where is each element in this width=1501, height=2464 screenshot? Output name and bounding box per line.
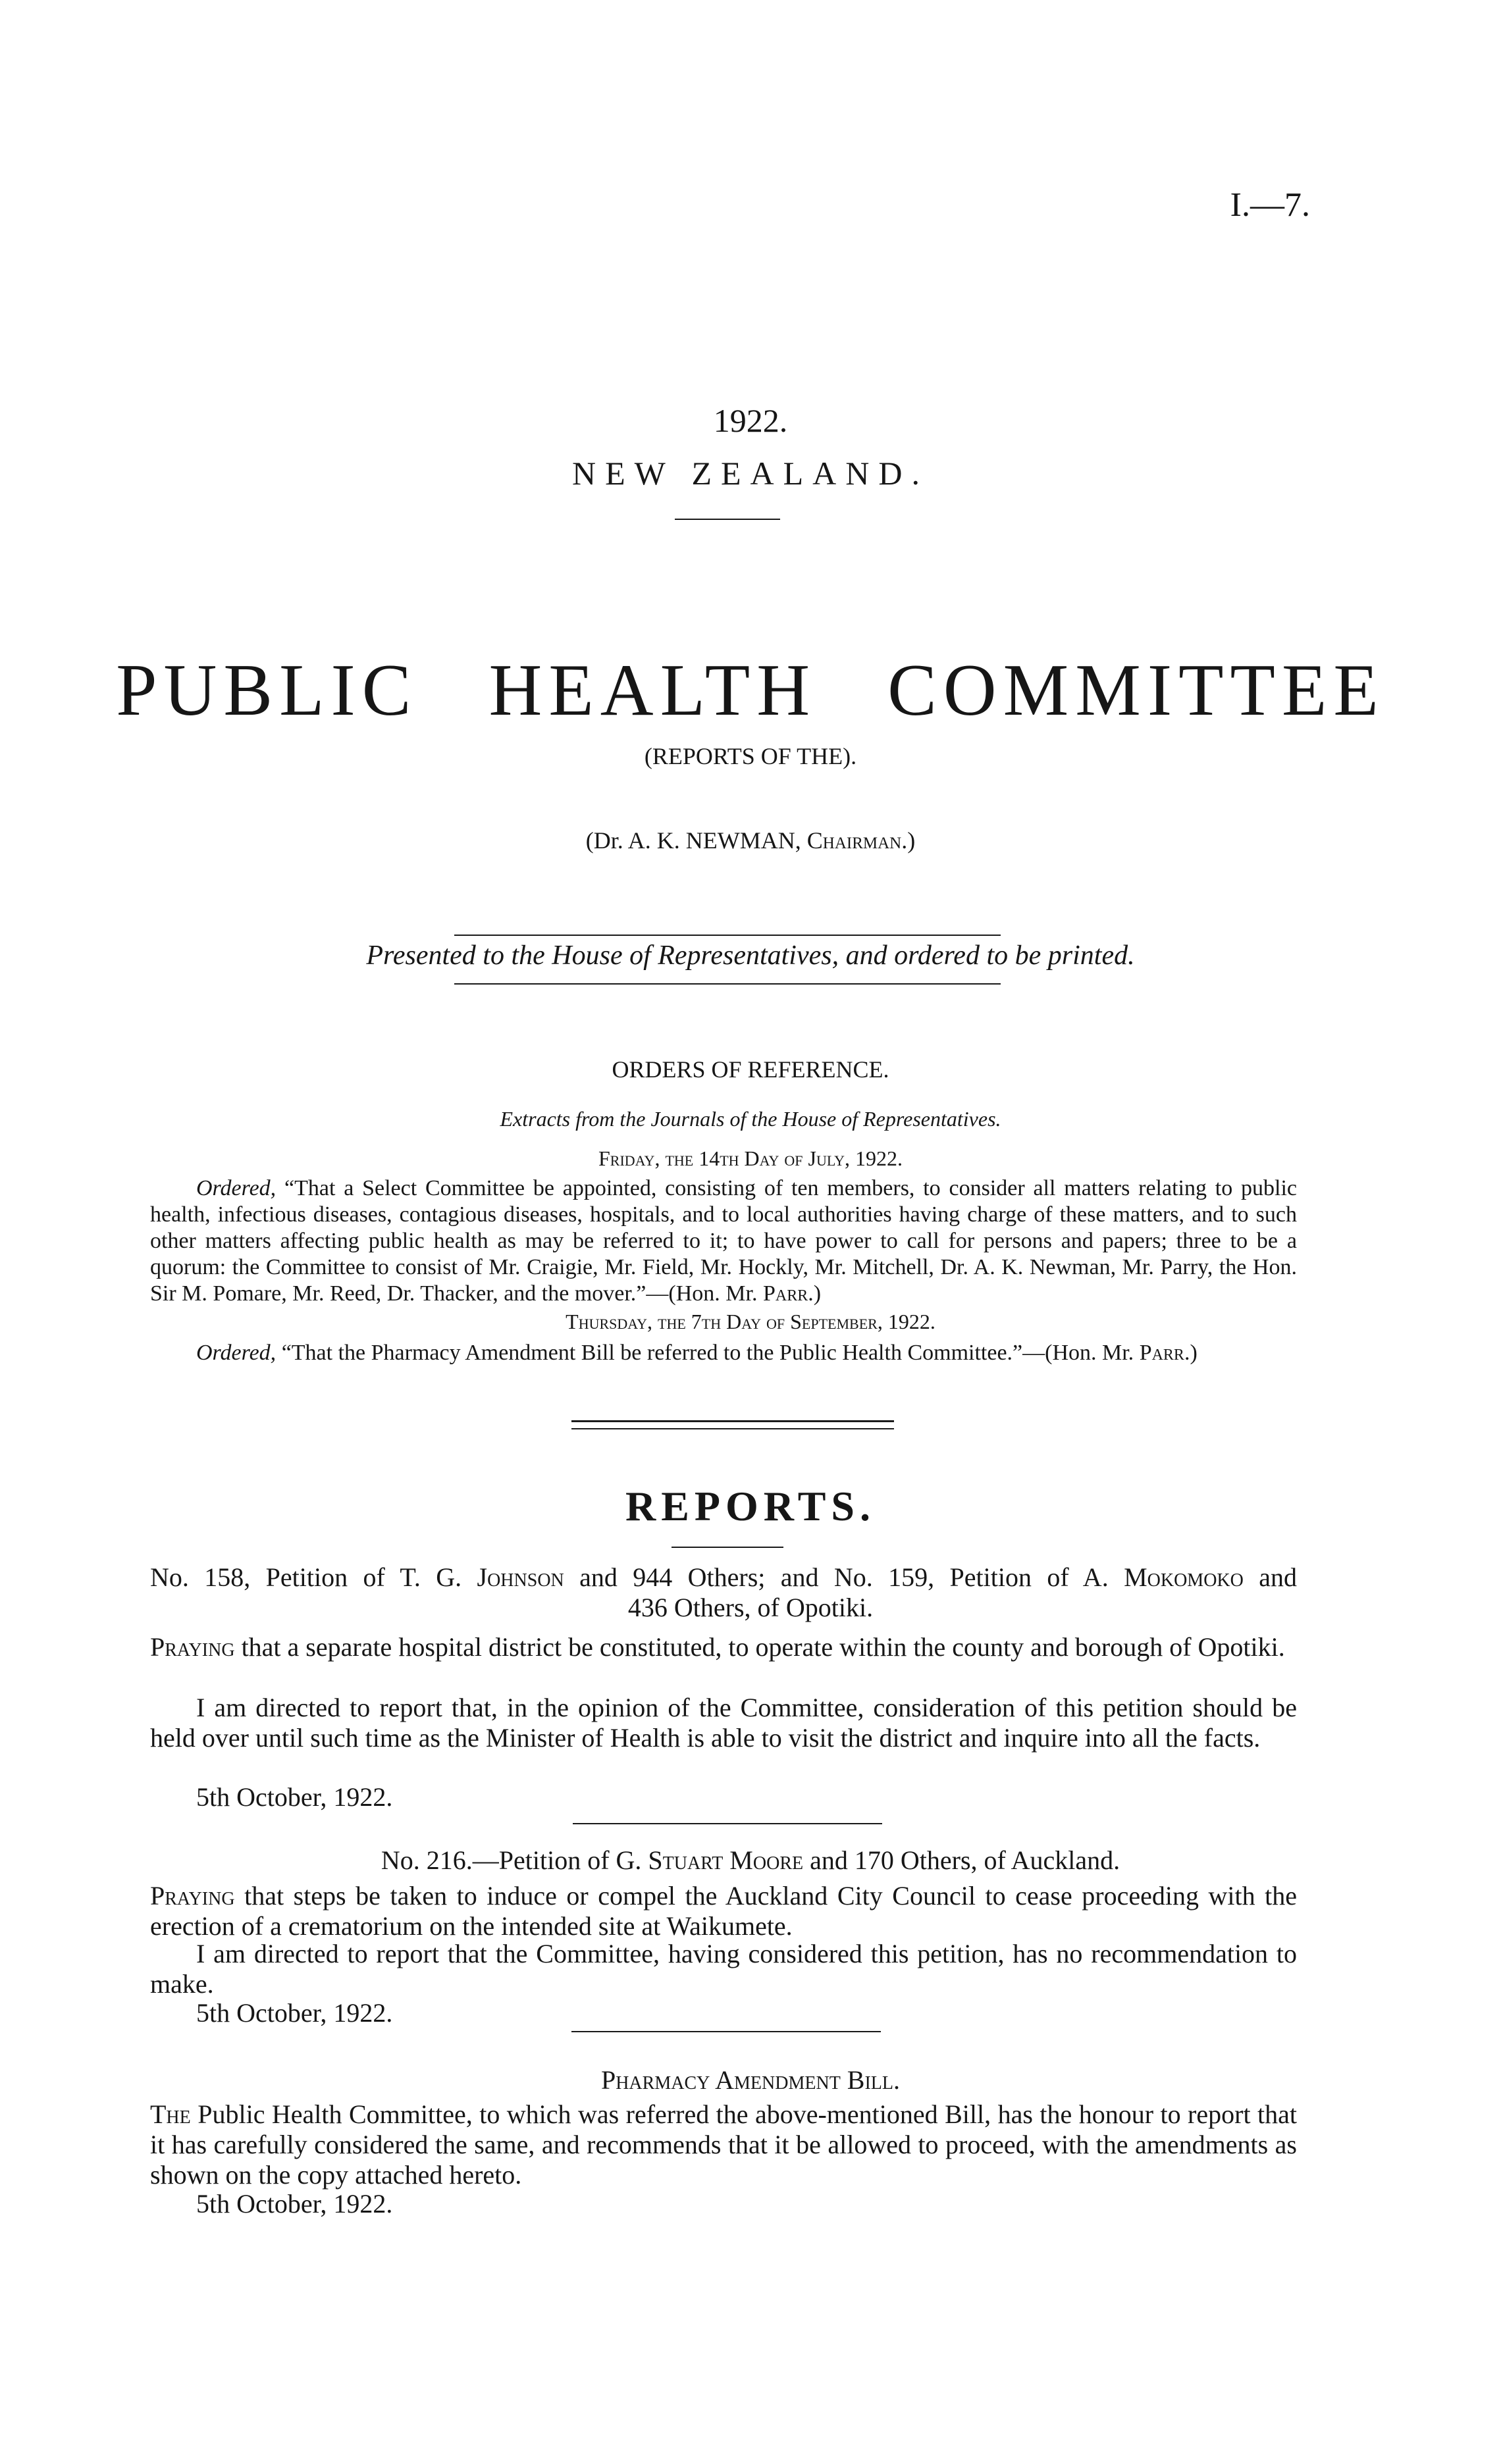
double-rule-top [571, 1420, 894, 1422]
orders-heading: ORDERS OF REFERENCE. [612, 1056, 889, 1083]
order-paragraph-1 [150, 1175, 1297, 1307]
chairman-role: Chairman [806, 827, 902, 854]
report-1-heading-cont: 436 Others, of Opotiki. [627, 1593, 874, 1622]
chairman-suffix: .) [901, 827, 916, 854]
report-1-text: I am directed to report that, in the opinion of the Committee, consideration of this petition should be held over until such time as the Minister of Health is able to visit the district and inquire into all the facts. [150, 1693, 1297, 1753]
report-2-heading: No. 216.—Petition of G. Stuart Moore and 170 Others, of Auckland. [381, 1845, 1120, 1875]
order-date-1: Friday, the 14th Day of July, 1922. [598, 1146, 903, 1170]
pharmacy-bill-heading: Pharmacy Amendment Bill. [600, 2065, 901, 2095]
report-1-date: 5th October, 1922. [196, 1782, 393, 1812]
ordered-label: Ordered, [196, 1341, 276, 1365]
report-1-praying: Praying that a separate hospital district be constituted, to operate within the county and borough of Opotiki. [150, 1632, 1285, 1662]
pharmacy-bill-date: 5th October, 1922. [196, 2189, 393, 2219]
order-paragraph-2 [150, 1340, 1297, 1366]
divider [454, 935, 1001, 936]
report-2-praying: Praying that steps be taken to induce or compel the Auckland City Council to cease proceeding with the erection of a crematorium on the intended site at Waikumete. [150, 1881, 1297, 1941]
double-rule-bottom [571, 1428, 894, 1429]
divider [571, 2031, 881, 2032]
order-mover: Parr [762, 1281, 808, 1306]
divider [573, 1823, 882, 1824]
divider [454, 983, 1001, 985]
order-date-2: Thursday, the 7th Day of September, 1922. [566, 1310, 935, 1333]
chairman-line [0, 827, 1501, 854]
journals-extract: Extracts from the Journals of the House of Representatives. [500, 1107, 1001, 1131]
country: NEW ZEALAND. [572, 455, 929, 492]
document-title: PUBLIC HEALTH COMMITTEE [116, 650, 1385, 731]
pharmacy-bill-text: The Public Health Committee, to which was referred the above-mentioned Bill, has the honour to report that it has carefully considered the same, and recommends that it be allowed to proceed, with the amendments as shown on the copy attached hereto. [150, 2099, 1297, 2190]
report-2-text: I am directed to report that the Committee, having considered this petition, has no recommendation to make. [150, 1939, 1297, 1999]
divider [672, 1547, 783, 1548]
presented-line: Presented to the House of Representatives, and ordered to be printed. [366, 940, 1135, 971]
order-text: “That the Pharmacy Amendment Bill be referred to the Public Health Committee.”—(Hon. Mr. [281, 1341, 1140, 1365]
year: 1922. [713, 402, 788, 439]
document-subtitle: (REPORTS OF THE). [644, 743, 857, 769]
chairman-name: (Dr. A. K. NEWMAN, [585, 827, 807, 854]
order-mover: Parr [1139, 1341, 1184, 1365]
report-2-date: 5th October, 1922. [196, 1998, 393, 2028]
order-close: .) [808, 1281, 822, 1306]
order-text: “That a Select Committee be appointed, consisting of ten members, to consider all matters relating to public health, infectious diseases, contagious diseases, hospitals, and to local authorities having charge of these matters, and to such other matters affecting public health as may be referred to it; to have power to call for persons and papers; three to be a quorum: the Committee to consist of Mr. Craigie, Mr. Field, Mr. Hockly, Mr. Mitchell, Dr. A. K. Newman, Mr. Parry, the Hon. Sir M. Pomare, Mr. Reed, Dr. Thacker, and the mover.”—(Hon. Mr. [150, 1176, 1298, 1306]
reports-heading: REPORTS. [625, 1483, 876, 1529]
order-close: .) [1184, 1341, 1198, 1365]
divider [675, 519, 780, 520]
page-reference: I.—7. [1230, 186, 1310, 224]
report-1-heading: No. 158, Petition of T. G. Johnson and 944 Others; and No. 159, Petition of A. Mokomoko and [150, 1562, 1297, 1592]
ordered-label: Ordered, [196, 1176, 276, 1200]
